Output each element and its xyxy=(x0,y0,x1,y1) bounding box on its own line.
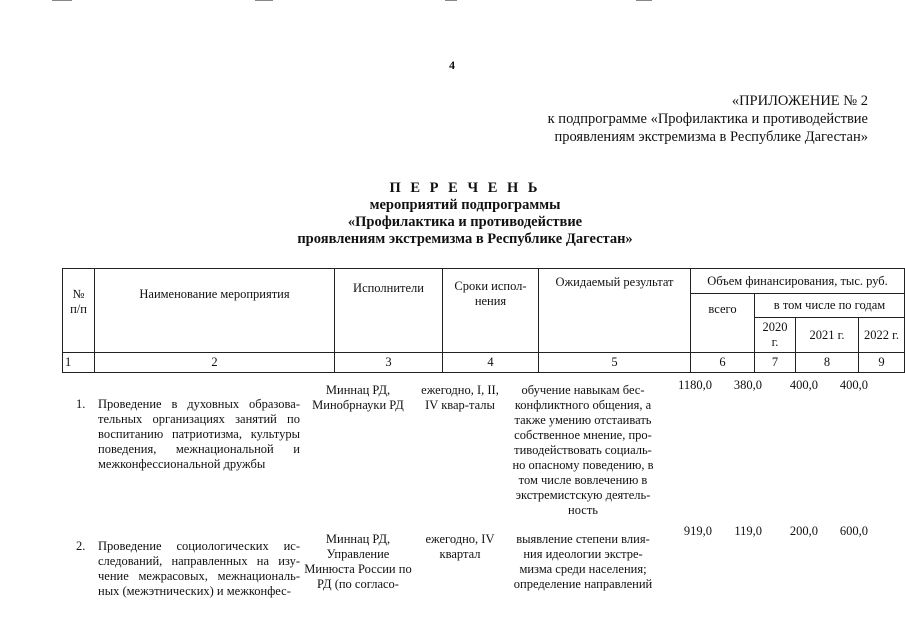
column-number: 2 xyxy=(95,353,335,373)
column-number: 6 xyxy=(691,353,755,373)
page-number: 4 xyxy=(449,58,455,72)
scan-edge-mark xyxy=(636,0,652,1)
row-executors: Миннац РД, Управление Минюста России по РД (по согласо- xyxy=(304,532,412,591)
column-number: 5 xyxy=(539,353,691,373)
scan-edge-mark xyxy=(445,0,457,1)
row-2021: 400,0 xyxy=(789,378,818,392)
heading-line2: мероприятий подпрограммы xyxy=(369,197,561,213)
row-2021: 200,0 xyxy=(789,524,818,538)
header-result: Ожидаемый результат xyxy=(539,269,691,353)
header-year-2021: 2021 г. xyxy=(796,318,859,353)
row-2022: 400,0 xyxy=(839,378,868,392)
column-number: 9 xyxy=(859,353,905,373)
row-2020: 119,0 xyxy=(734,524,762,538)
header-year-2022: 2022 г. xyxy=(859,318,905,353)
appendix-subtitle-line2: проявлениям экстремизма в Республике Дагестан» xyxy=(554,129,868,145)
row-terms: ежегодно, I, II, IV квар-талы xyxy=(421,383,499,412)
measures-table-header xyxy=(62,268,905,373)
row-result: выявление степени влия-ния идеологии экстре-мизма среди населения; определение направлений xyxy=(513,532,653,591)
header-executors: Исполнители xyxy=(335,269,443,353)
column-number: 1 xyxy=(63,353,95,373)
row-number: 1. xyxy=(76,397,86,411)
row-number: 2. xyxy=(76,539,86,553)
row-total: 919,0 xyxy=(683,524,712,538)
heading-title: П Е Р Е Ч Е Н Ь xyxy=(389,180,541,196)
column-number-row xyxy=(63,353,905,373)
header-financing: Объем финансирования, тыс. руб. xyxy=(691,269,905,294)
header-terms: Сроки испол-нения xyxy=(443,269,539,353)
row-2022: 600,0 xyxy=(839,524,868,538)
appendix-subtitle-line1: к подпрограмме «Профилактика и противодействие xyxy=(547,111,868,127)
header-year-2020: 2020 г. xyxy=(755,318,796,353)
header-by-years: в том числе по годам xyxy=(755,294,905,318)
column-number: 4 xyxy=(443,353,539,373)
row-terms: ежегодно, IV квартал xyxy=(425,532,495,561)
column-number: 8 xyxy=(796,353,859,373)
row-name: Проведение социологических ис-следований, направленных на изу-чение межрасовых, межнациональ-ных (межэтнических) и межконфес- xyxy=(98,539,300,598)
header-name: Наименование мероприятия xyxy=(95,269,335,353)
scan-edge-mark xyxy=(52,0,72,1)
row-result: обучение навыкам бес-конфликтного общения, а также умению отстаивать собственное мнение, про-тиводействовать социаль-но опасному поведению, в том числе вовлечению в экстремистскую деятель-ность xyxy=(512,383,654,517)
header-num: № п/п xyxy=(63,269,95,353)
heading-line3: «Профилактика и противодействие xyxy=(347,214,583,230)
column-number: 7 xyxy=(755,353,796,373)
row-2020: 380,0 xyxy=(733,378,762,392)
header-total: всего xyxy=(691,294,755,353)
row-total: 1180,0 xyxy=(678,378,712,392)
appendix-title: «ПРИЛОЖЕНИЕ № 2 xyxy=(731,93,868,109)
row-name: Проведение в духовных образова-тельных организациях занятий по воспитанию патриотизма, культуры поведения, межнациональной и межконфессиональной дружбы xyxy=(98,397,300,471)
document-heading xyxy=(250,180,680,248)
row-executors: Миннац РД, Минобрнауки РД xyxy=(312,383,404,412)
heading-line4: проявлениям экстремизма в Республике Дагестан» xyxy=(297,231,633,247)
scan-edge-mark xyxy=(255,0,273,1)
appendix-block xyxy=(520,92,868,146)
column-number: 3 xyxy=(335,353,443,373)
